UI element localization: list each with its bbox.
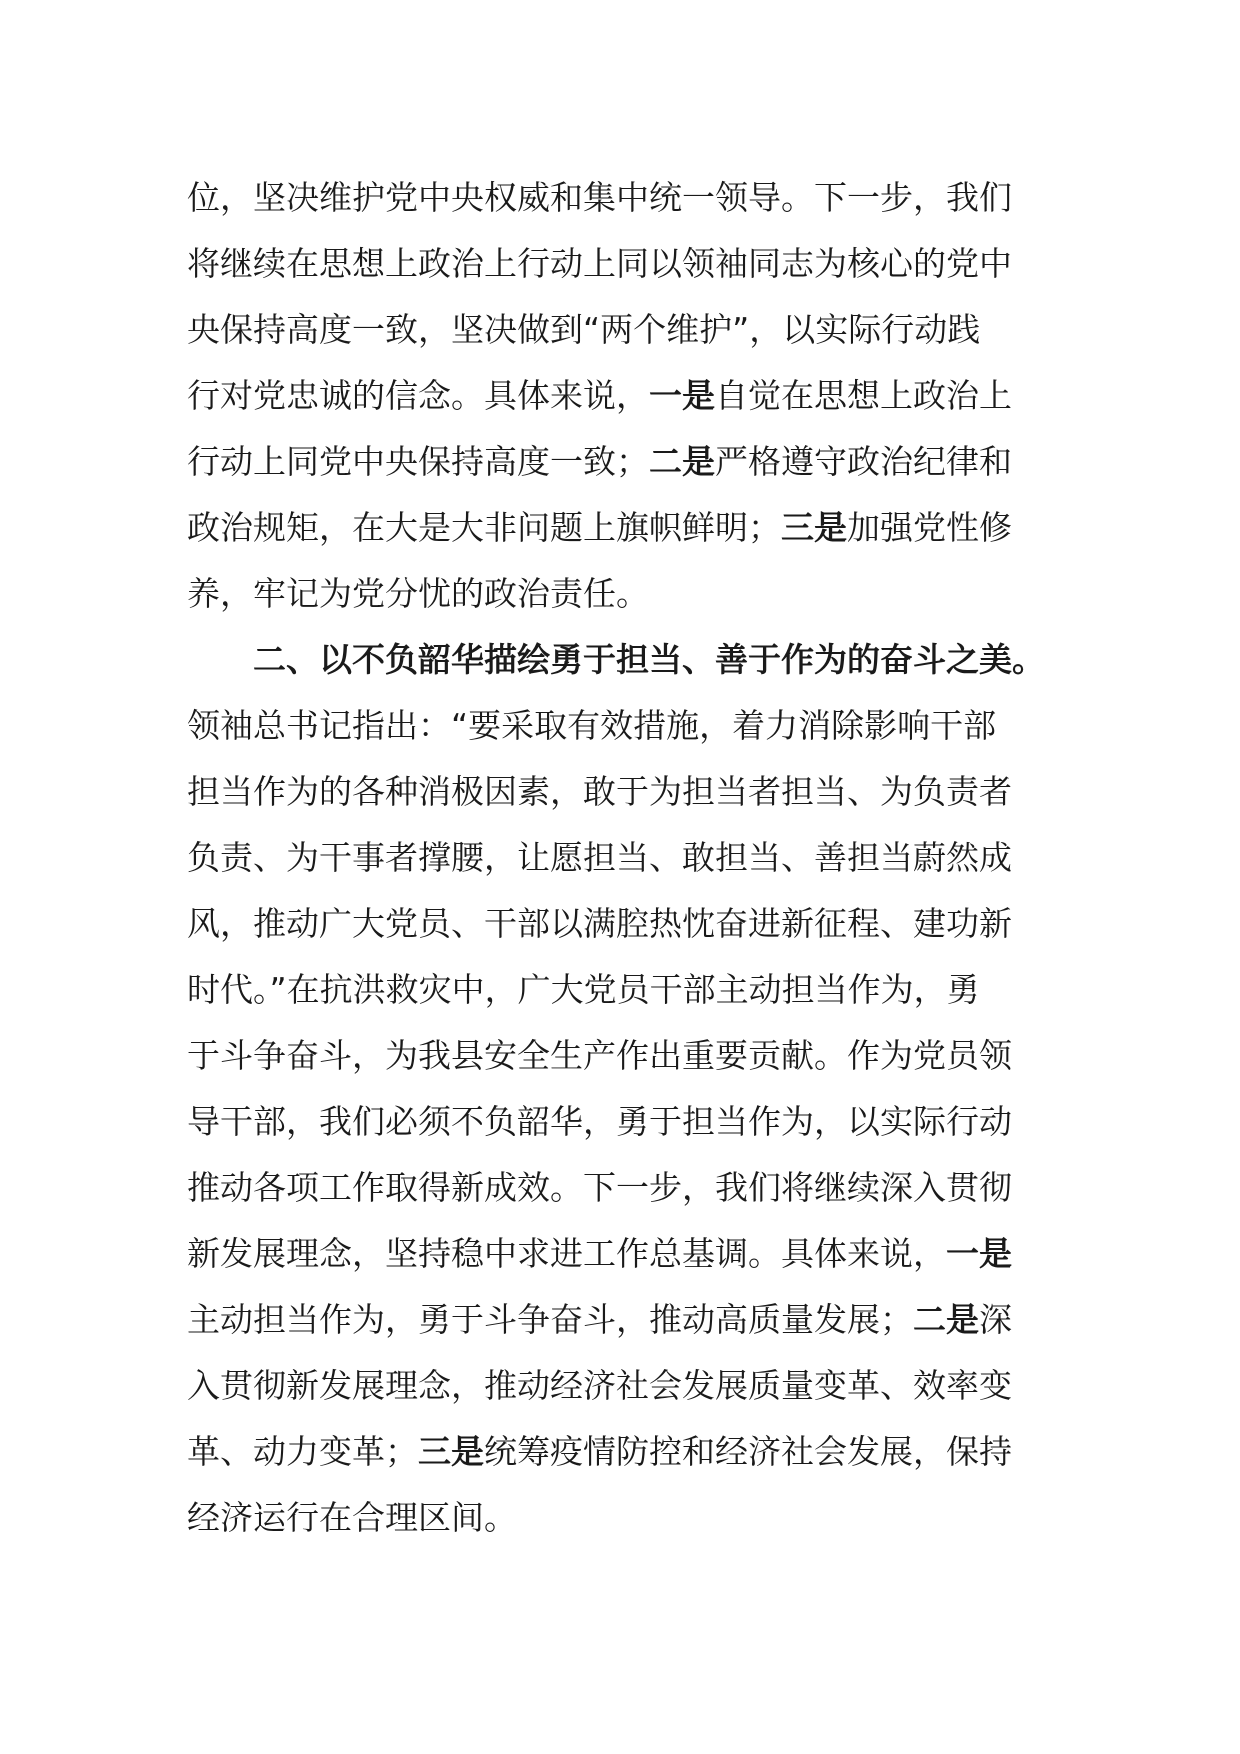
text-line: 主动担当作为，勇于斗争奋斗，推动高质量发展；二是深 xyxy=(187,1300,1012,1339)
bold-marker: 一是 xyxy=(946,1234,1012,1273)
bold-marker: 三是 xyxy=(418,1432,484,1471)
text-line: 时代。”在抗洪救灾中，广大党员干部主动担当作为，勇 xyxy=(187,970,980,1009)
body-text xyxy=(187,165,1047,1551)
section-heading: 二、以不负韶华描绘勇于担当、善于作为的奋斗之美。 xyxy=(253,640,1045,679)
text-line: 负责、为干事者撑腰，让愿担当、敢担当、善担当蔚然成 xyxy=(187,838,1012,877)
text-line: 经济运行在合理区间。 xyxy=(187,1498,517,1537)
bold-marker: 一是 xyxy=(649,376,715,415)
text-line: 导干部，我们必须不负韶华，勇于担当作为，以实际行动 xyxy=(187,1102,1012,1141)
text-line: 央保持高度一致，坚决做到“两个维护”，以实际行动践 xyxy=(187,310,981,349)
bold-marker: 三是 xyxy=(781,508,847,547)
text-line: 行动上同党中央保持高度一致；二是严格遵守政治纪律和 xyxy=(187,442,1012,481)
text-line: 革、动力变革；三是统筹疫情防控和经济社会发展，保持 xyxy=(187,1432,1012,1471)
text-line: 新发展理念，坚持稳中求进工作总基调。具体来说，一是 xyxy=(187,1234,1012,1273)
text-line: 养，牢记为党分忧的政治责任。 xyxy=(187,574,649,613)
text-line: 政治规矩，在大是大非问题上旗帜鲜明；三是加强党性修 xyxy=(187,508,1012,547)
text-line: 推动各项工作取得新成效。下一步，我们将继续深入贯彻 xyxy=(187,1168,1012,1207)
bold-marker: 二是 xyxy=(913,1300,979,1339)
text-line: 领袖总书记指出：“要采取有效措施，着力消除影响干部 xyxy=(187,706,997,745)
bold-marker: 二是 xyxy=(649,442,715,481)
text-line: 将继续在思想上政治上行动上同以领袖同志为核心的党中 xyxy=(187,244,1012,283)
text-line: 于斗争奋斗，为我县安全生产作出重要贡献。作为党员领 xyxy=(187,1036,1012,1075)
text-line: 担当作为的各种消极因素，敢于为担当者担当、为负责者 xyxy=(187,772,1012,811)
text-line: 入贯彻新发展理念，推动经济社会发展质量变革、效率变 xyxy=(187,1366,1012,1405)
text-line: 行对党忠诚的信念。具体来说，一是自觉在思想上政治上 xyxy=(187,376,1012,415)
text-line: 位，坚决维护党中央权威和集中统一领导。下一步，我们 xyxy=(187,178,1012,217)
text-line: 风，推动广大党员、干部以满腔热忱奋进新征程、建功新 xyxy=(187,904,1012,943)
